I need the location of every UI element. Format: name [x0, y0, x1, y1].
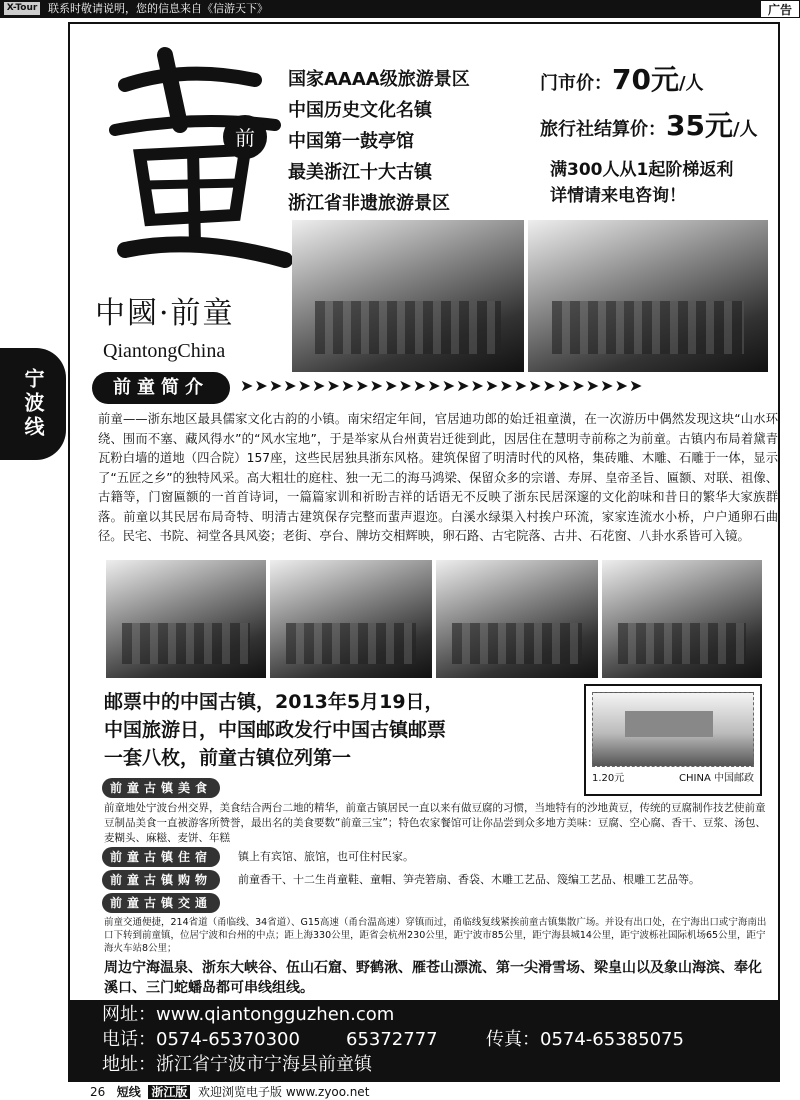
calligraphy-small-char: 前 [235, 126, 255, 150]
qualification-item: 中国历史文化名镇 [288, 100, 432, 121]
brand-cn-name: 中國·前童 [95, 296, 235, 331]
stamp-value: 1.20元 [592, 772, 625, 784]
photo-town-house [106, 560, 266, 678]
promo-text: 满300人从1起阶梯返利 详情请来电咨询！ [550, 160, 734, 206]
postage-stamp [584, 684, 762, 796]
qualification-item: 浙江省非遗旅游景区 [288, 193, 450, 214]
ad-label: 广告 [760, 0, 800, 18]
side-tab: 宁波线 [0, 348, 66, 460]
gate-price: 门市价：70元/人 [540, 63, 704, 96]
arrow-divider: ➤➤➤➤➤➤➤➤➤➤➤➤➤➤➤➤➤➤➤➤➤➤➤➤➤➤➤➤ [240, 376, 644, 395]
phone-row: 电话：0574-65370300 65372777 传真：0574-65385075 [102, 1029, 684, 1050]
food-label: 前童古镇美食 [102, 778, 220, 798]
contact-block [70, 1000, 780, 1082]
website-row: 网址：www.qiantongguzhen.com [102, 1004, 395, 1025]
stay-label: 前童古镇住宿 [102, 847, 220, 867]
stay-text: 镇上有宾馆、旅馆，也可住村民家。 [238, 850, 414, 863]
section-heading: 前童简介 [92, 372, 230, 404]
address-row: 地址：浙江省宁波市宁海县前童镇 [102, 1054, 372, 1075]
photo-stream [436, 560, 598, 678]
top-bar [0, 0, 800, 18]
footer-note: 欢迎浏览电子版 www.zyoo.net [198, 1085, 370, 1099]
routes-text: 周边宁海温泉、浙东大峡谷、伍山石窟、野鹤湫、雁苍山漂流、第一尖滑雪场、梁皇山以及象山海滨、奉化溪口、三门蛇蟠岛都可串线组线。 [104, 960, 762, 996]
shop-label: 前童古镇购物 [102, 870, 220, 890]
publication-logo: X-Tour [4, 2, 40, 15]
traffic-label: 前童古镇交通 [102, 893, 220, 913]
brand-en-name: QiantongChina [103, 340, 226, 362]
footer [90, 1085, 369, 1099]
footer-section: 短线 [116, 1085, 141, 1099]
stamp-news: 邮票中的中国古镇，2013年5月19日， 中国旅游日，中国邮政发行中国古镇邮票 一套八枚，前童古镇位列第一 [104, 691, 447, 769]
qualification-item: 中国第一鼓亭馆 [288, 131, 414, 152]
top-note: 联系时敬请说明，您的信息来自《信游天下》 [48, 2, 268, 15]
agency-price: 旅行社结算价：35元/人 [540, 109, 758, 142]
qualification-item: 最美浙江十大古镇 [288, 162, 432, 183]
price-block [540, 60, 758, 150]
page-number: 26 [90, 1085, 106, 1099]
photo-old-street [528, 220, 768, 372]
traffic-text: 前童交通便捷，214省道（甬临线、34省道）、G15高速（甬台温高速）穿镇而过，甬临线复线紧挨前童古镇集散广场。并设有出口处，在宁海出口或宁海南出口下转到前童镇，位居宁波和台州的中点；距上海330公里，距省会杭州230公里，距宁波市85公里，距宁海县城14公里，距宁波栎社国际机场65公里，距宁海火车站8公里； [104, 917, 767, 954]
photo-villager [602, 560, 762, 678]
footer-edition: 浙江版 [148, 1085, 190, 1099]
calligraphy-logo [95, 45, 295, 280]
stamp-image [592, 692, 754, 767]
shop-text: 前童香干、十二生肖童鞋、童帽、笋壳箬扇、香袋、木雕工艺品、篾编工艺品、根雕工艺品等。 [238, 873, 700, 886]
qualification-item: 国家AAAA级旅游景区 [288, 69, 470, 90]
qualification-list [288, 64, 470, 219]
intro-text: 前童——浙东地区最具儒家文化古韵的小镇。南宋绍定年间，官居迪功郎的始迁祖童潢，在一次游历中偶然发现这块“山水环绕、围而不塞、藏风得水”的“风水宝地”，于是举家从台州黄岩迁徙到此，因居住在慧明寺前称之为前童。古镇内布局着黛青瓦粉白墙的道地（四合院）157座，这些民居独具浙东风格。建筑保留了明清时代的风格，集砖雕、木雕、石雕于一体，显示了“五匠之乡”的独特风采。高大粗壮的庭柱、独一无二的海马鸿梁、保留众多的宗谱、寿屏、皇帝圣旨、匾额、对联、祖像、古籍等，门窗匾额的一首首诗词，一篇篇家训和祈盼吉祥的话语无不反映了浙东民居深邃的文化韵味和昔日的繁华大家族群落。前童以其民居布局奇特、明清古建筑保存完整而蜚声遐迩。白溪水绿渠入村挨户环流，家家连流水小桥，户户通卵石曲径。民宅、书院、祠堂各具风姿；老街、亭台、牌坊交相辉映，卵石路、古宅院落、古井、石花窗、八卦水系皆可入镜。 [98, 412, 778, 543]
website-link[interactable]: www.qiantongguzhen.com [156, 1004, 395, 1025]
photo-canal-houses [292, 220, 524, 372]
photo-courtyard [270, 560, 432, 678]
food-text: 前童地处宁波台州交界，美食结合两台二地的精华，前童古镇居民一直以来有做豆腐的习惯，当地特有的沙地黄豆，传统的豆腐制作技艺使前童豆制品美食一直被游客所赞誉，最出名的美食要数“前童三宝”；特色农家餐馆可让你品尝到众多地方美味：豆腐、空心腐、香干、豆浆、汤包、麦糊头、麻糍、麦饼、年糕 [104, 802, 766, 844]
stamp-brand: CHINA 中国邮政 [679, 772, 754, 784]
